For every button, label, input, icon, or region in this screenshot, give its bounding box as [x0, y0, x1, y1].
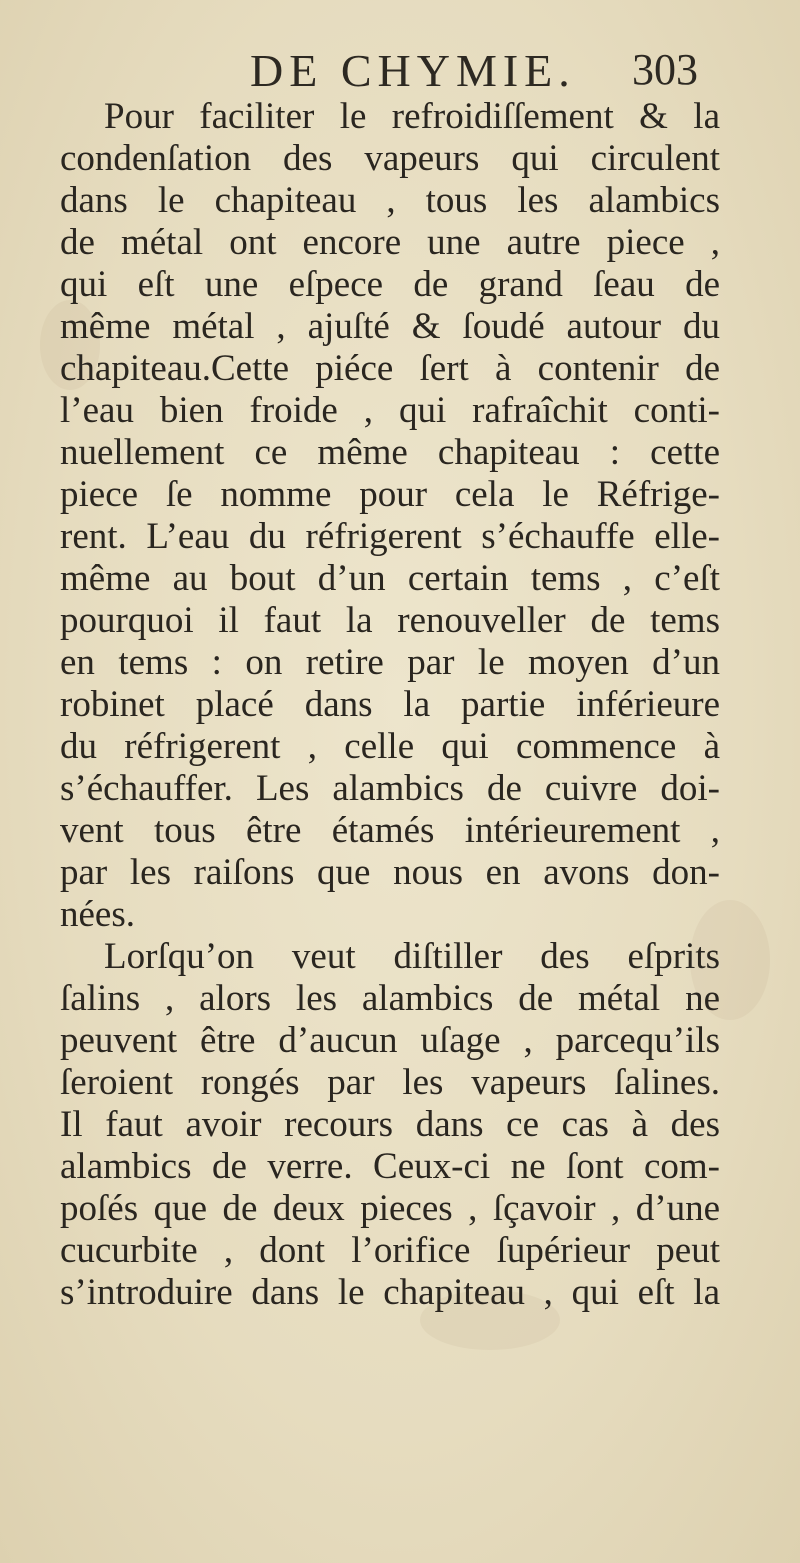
text-line: qui eſt une eſpece de grand ſeau de [60, 264, 720, 305]
text-line: dans le chapiteau , tous les alambics [60, 180, 720, 221]
text-line: robinet placé dans la partie inférieure [60, 684, 720, 725]
text-line: de métal ont encore une autre piece , [60, 222, 720, 263]
page-number: 303 [632, 45, 698, 94]
text-line: l’eau bien froide , qui rafraîchit conti- [60, 390, 720, 431]
text-line: même au bout d’un certain tems , c’eſt [60, 558, 720, 599]
text-line: cucurbite , dont l’orifice ſupérieur peut [60, 1230, 720, 1271]
text-line: s’introduire dans le chapiteau , qui eſt la [60, 1272, 720, 1313]
text-line: poſés que de deux pieces , ſçavoir , d’une [60, 1188, 720, 1229]
text-line: Pour faciliter le refroidiſſement & la [104, 96, 720, 137]
text-line: Il faut avoir recours dans ce cas à des [60, 1104, 720, 1145]
text-line: du réfrigerent , celle qui commence à [60, 726, 720, 767]
text-line: s’échauffer. Les alambics de cuivre doi- [60, 768, 720, 809]
text-line: nées. [60, 894, 135, 935]
text-line: rent. L’eau du réfrigerent s’échauffe elle- [60, 516, 720, 557]
text-line: alambics de verre. Ceux-ci ne ſont com- [60, 1146, 720, 1187]
text-line: nuellement ce même chapiteau : cette [60, 432, 720, 473]
text-line: peuvent être d’aucun uſage , parcequ’ils [60, 1020, 720, 1061]
text-line: ſeroient rongés par les vapeurs ſalines. [60, 1062, 720, 1103]
text-line: pourquoi il faut la renouveller de tems [60, 600, 720, 641]
text-line: vent tous être étamés intérieurement , [60, 810, 720, 851]
text-line: en tems : on retire par le moyen d’un [60, 642, 720, 683]
running-head [90, 40, 710, 100]
text-line: Lorſqu’on veut diſtiller des eſprits [104, 936, 720, 977]
text-line: chapiteau.Cette piéce ſert à contenir de [60, 348, 720, 389]
body-text [60, 96, 720, 1314]
running-title: DE CHYMIE. [250, 45, 576, 96]
text-line: ſalins , alors les alambics de métal ne [60, 978, 720, 1019]
text-line: même métal , ajuſté & ſoudé autour du [60, 306, 720, 347]
text-line: piece ſe nomme pour cela le Réfrige- [60, 474, 720, 515]
text-line: condenſation des vapeurs qui circulent [60, 138, 720, 179]
text-line: par les raiſons que nous en avons don- [60, 852, 720, 893]
